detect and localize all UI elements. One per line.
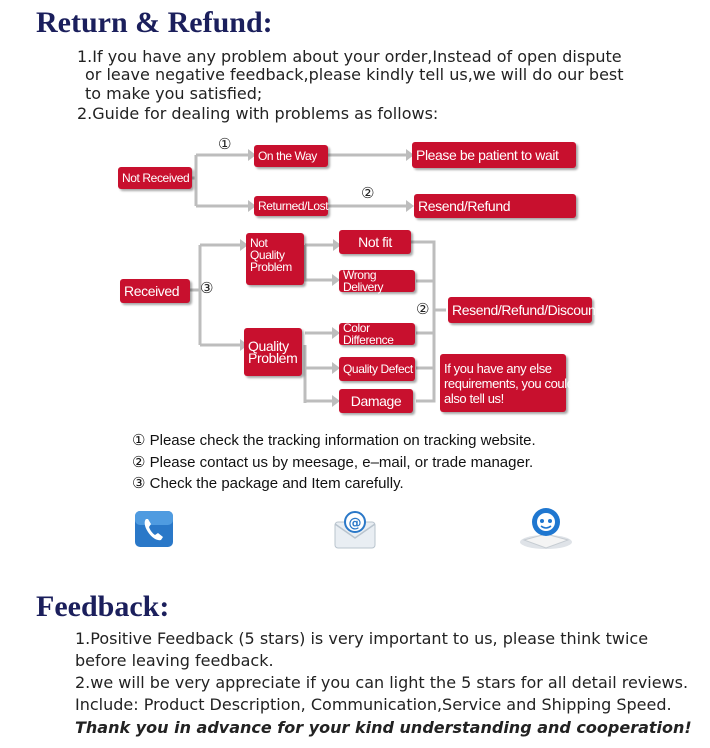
return-refund-title: Return & Refund: [36, 6, 273, 39]
return-line-1b: or leave negative feedback,please kindly tell us,we will do our best [85, 65, 624, 84]
feedback-line-1b: before leaving feedback. [75, 651, 274, 670]
marker-2a: ② [361, 184, 375, 202]
be-patient-box: Please be patient to wait [412, 142, 576, 168]
marker-2b: ② [416, 300, 430, 318]
feedback-line-2a: 2.we will be very appreciate if you can light the 5 stars for all detail reviews. [75, 673, 689, 692]
note-contact: ② Please contact us by meesage, e–mail, or trade manager. [132, 454, 534, 471]
marker-1: ① [218, 135, 232, 153]
damage-box: Damage [339, 389, 413, 413]
on-the-way-box: On the Way [254, 145, 328, 167]
feedback-title: Feedback: [36, 590, 170, 623]
quality-defect-box: Quality Defect [339, 357, 415, 381]
wrong-delivery-box: Wrong Delivery [339, 270, 415, 292]
feedback-thanks: Thank you in advance for your kind understanding and cooperation! [75, 718, 692, 737]
returned-lost-box: Returned/Lost [254, 196, 328, 216]
return-line-1c: to make you satisfied; [85, 84, 263, 103]
resend-refund-discount-box: Resend/Refund/Discount [448, 297, 592, 323]
color-difference-box: Color Difference [339, 323, 415, 345]
chat-icon[interactable] [516, 502, 576, 557]
not-fit-box: Not fit [339, 230, 411, 254]
else-requirements-box: If you have any else requirements, you could also tell us! [440, 354, 566, 412]
phone-icon[interactable] [134, 510, 174, 553]
received-box: Received [120, 279, 190, 303]
not-quality-problem-box: Not Quality Problem [246, 233, 304, 285]
resend-refund-box: Resend/Refund [414, 194, 576, 218]
quality-problem-box: Quality Problem [244, 328, 302, 376]
email-icon[interactable] [332, 510, 378, 555]
not-received-box: Not Received [118, 167, 192, 189]
marker-3: ③ [200, 279, 214, 297]
feedback-line-1a: 1.Positive Feedback (5 stars) is very important to us, please think twice [75, 629, 649, 648]
return-line-2: 2.Guide for dealing with problems as follows: [77, 104, 439, 123]
return-line-1a: 1.If you have any problem about your order,Instead of open dispute [77, 47, 622, 66]
feedback-line-2b: Include: Product Description, Communication,Service and Shipping Speed. [75, 695, 672, 714]
svg-text:@: @ [348, 516, 362, 531]
note-tracking: ① Please check the tracking information on tracking website. [132, 432, 536, 449]
note-check-package: ③ Check the package and Item carefully. [132, 475, 404, 492]
